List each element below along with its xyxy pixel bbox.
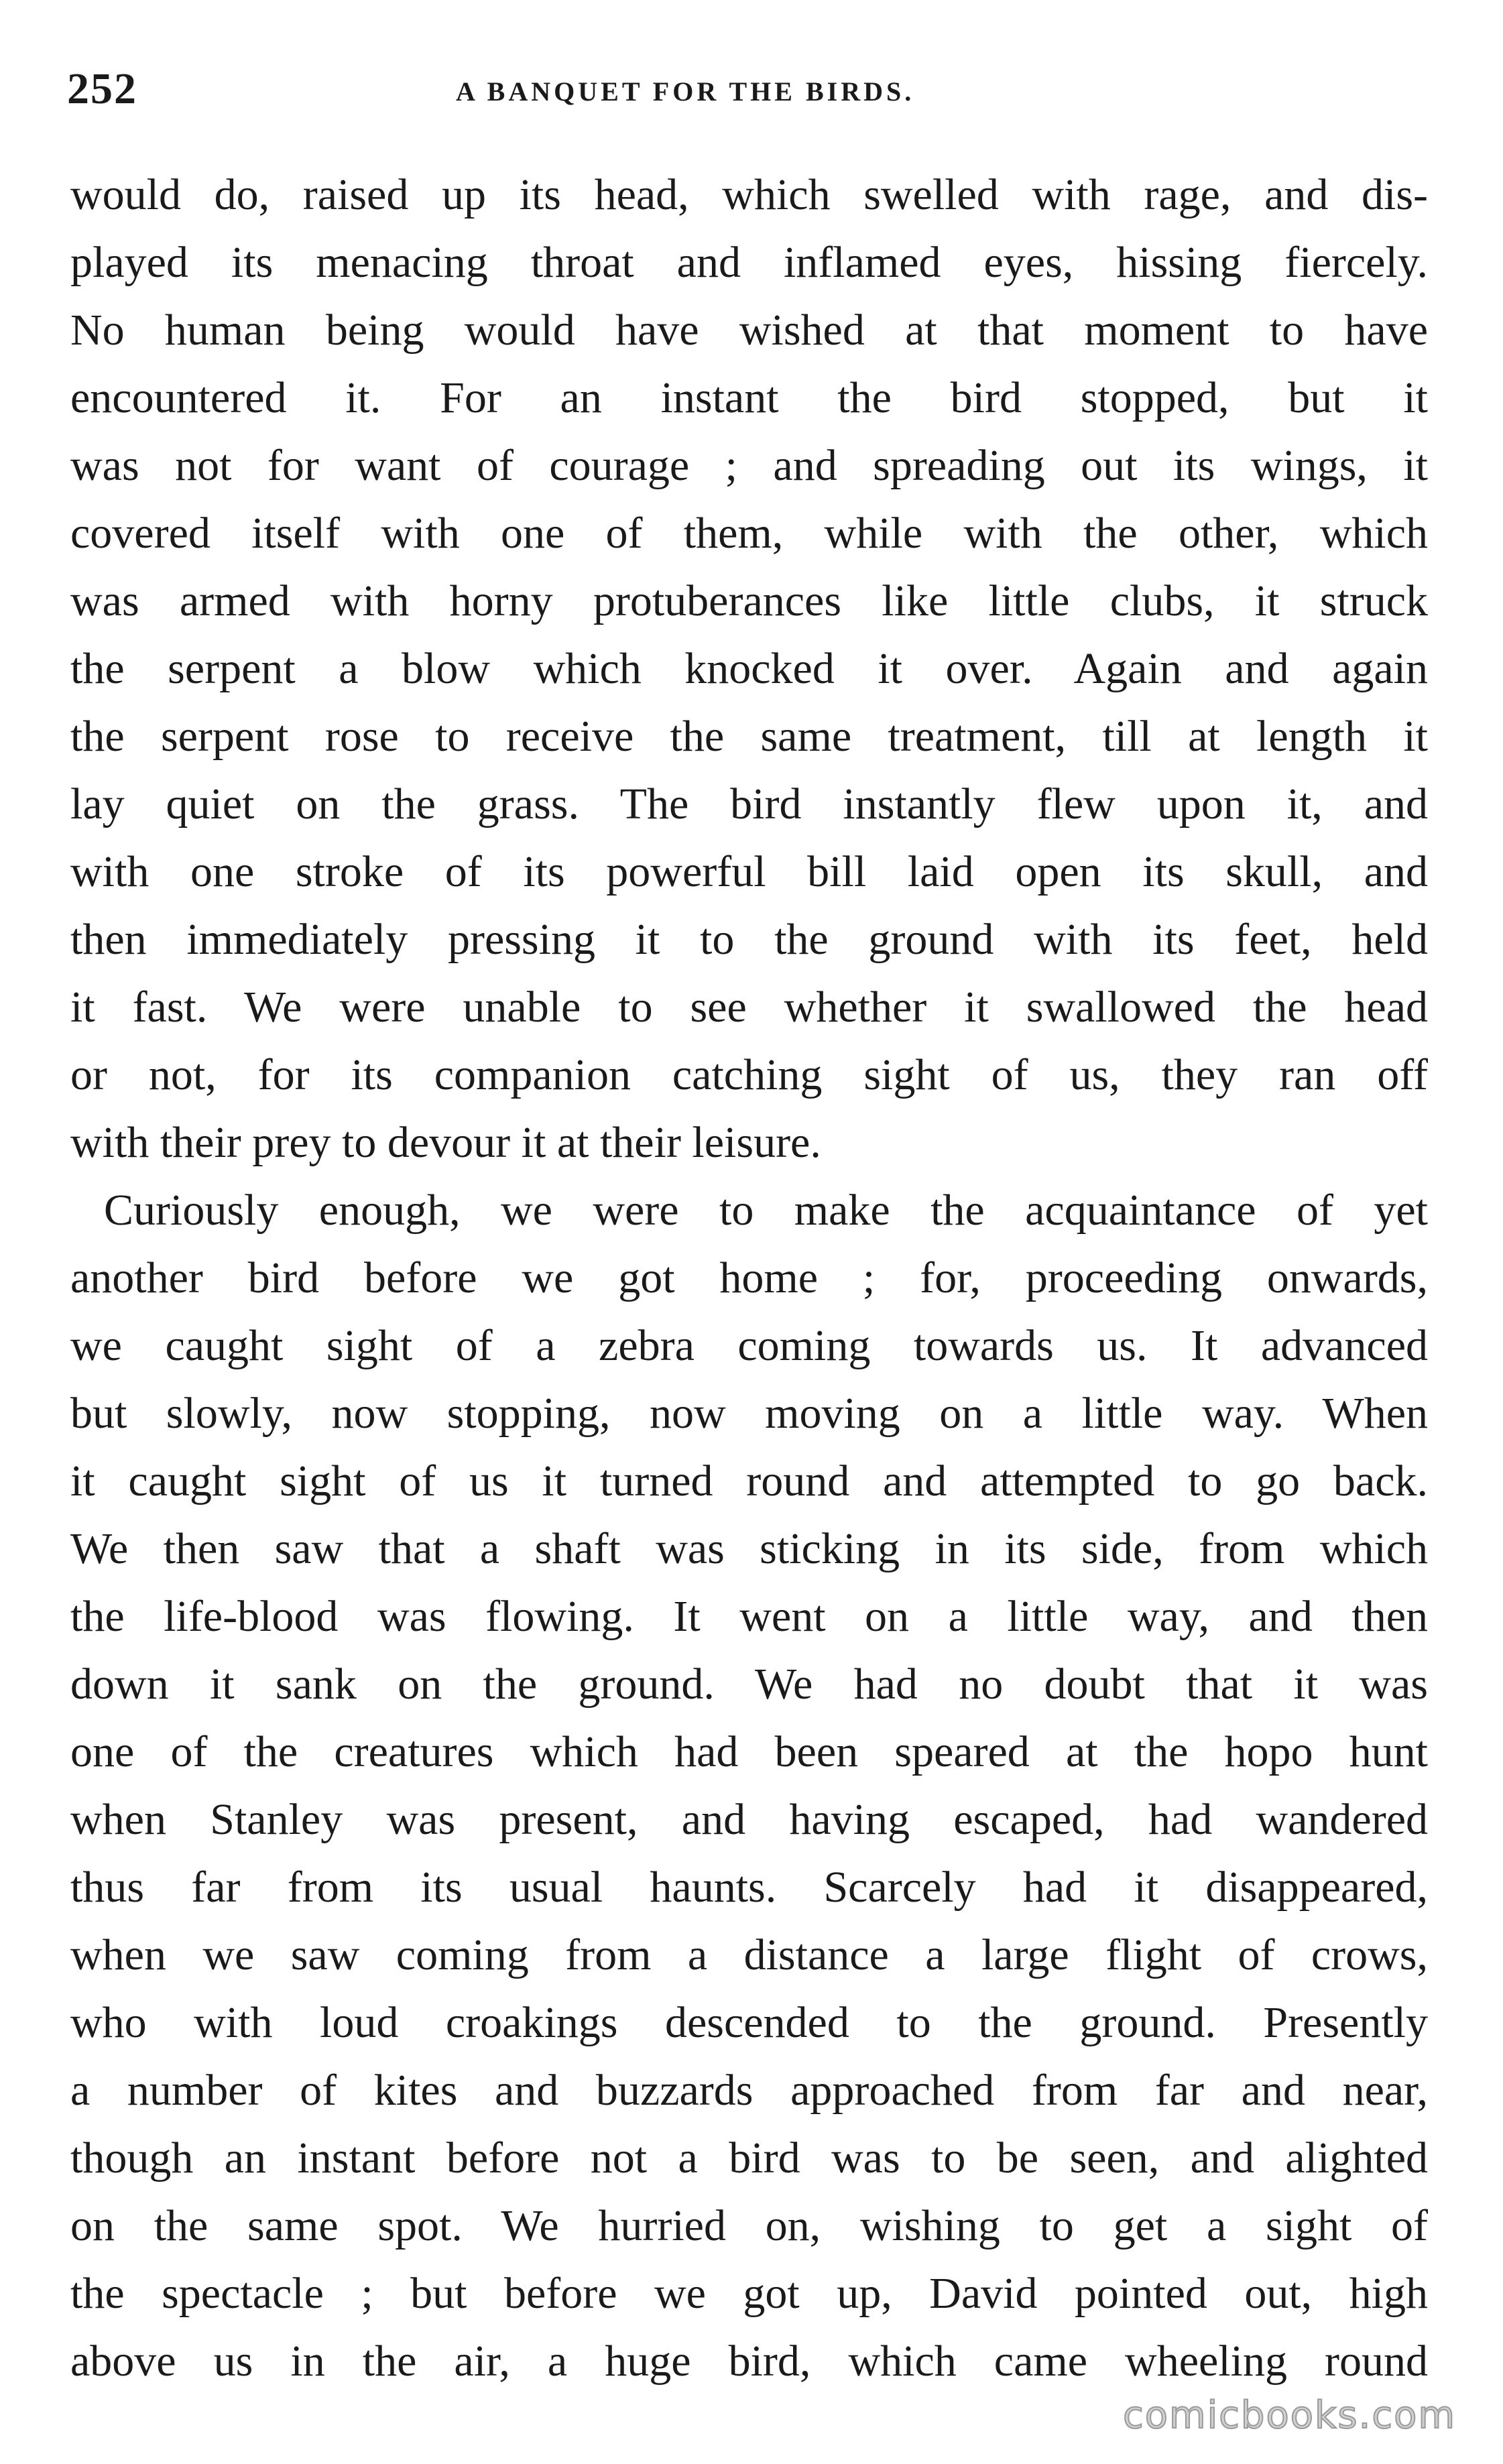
text-line: we caught sight of a zebra coming towards us. It advanced xyxy=(70,1321,1428,1370)
text-line: it fast. We were unable to see whether it swallowed the head xyxy=(70,983,1428,1032)
text-line: when we saw coming from a distance a large flight of crows, xyxy=(70,1930,1428,1979)
text-line: or not, for its companion catching sight of us, they ran off xyxy=(70,1050,1428,1099)
text-line: with one stroke of its powerful bill laid open its skull, and xyxy=(70,847,1428,896)
text-line: it caught sight of us it turned round and attempted to go back. xyxy=(70,1457,1428,1505)
text-line: with their prey to devour it at their leisure. xyxy=(70,1118,821,1167)
text-line: down it sank on the ground. We had no doubt that it was xyxy=(70,1660,1428,1709)
watermark: comicbooks.com xyxy=(1122,2394,1456,2437)
text-line: We then saw that a shaft was sticking in its side, from which xyxy=(70,1524,1428,1573)
paragraph xyxy=(70,161,1428,1176)
text-line: the life-blood was flowing. It went on a little way, and then xyxy=(70,1592,1428,1641)
text-line: one of the creatures which had been speared at the hopo hunt xyxy=(70,1727,1428,1776)
text-line: lay quiet on the grass. The bird instantly flew upon it, and xyxy=(70,780,1428,828)
text-line: played its menacing throat and inflamed eyes, hissing fiercely. xyxy=(70,238,1428,287)
paragraph xyxy=(70,1176,1428,2395)
text-line: when Stanley was present, and having escaped, had wandered xyxy=(70,1795,1428,1844)
text-line: above us in the air, a huge bird, which came wheeling round xyxy=(70,2337,1428,2386)
text-line: was not for want of courage ; and spreading out its wings, it xyxy=(70,441,1428,490)
text-line: would do, raised up its head, which swelled with rage, and dis- xyxy=(70,170,1428,219)
text-line: but slowly, now stopping, now moving on a little way. When xyxy=(70,1389,1428,1438)
page-header xyxy=(67,64,1435,124)
text-line: then immediately pressing it to the ground with its feet, held xyxy=(70,915,1428,964)
text-line: No human being would have wished at that moment to have xyxy=(70,306,1428,355)
text-line: a number of kites and buzzards approached from far and near, xyxy=(70,2066,1428,2115)
text-line: the serpent rose to receive the same treatment, till at length it xyxy=(70,712,1428,761)
text-line: who with loud croakings descended to the ground. Presently xyxy=(70,1998,1428,2047)
text-line: another bird before we got home ; for, proceeding onwards, xyxy=(70,1253,1428,1302)
text-line: thus far from its usual haunts. Scarcely had it disappeared, xyxy=(70,1863,1428,1912)
text-line: the spectacle ; but before we got up, David pointed out, high xyxy=(70,2269,1428,2318)
text-line: covered itself with one of them, while with the other, which xyxy=(70,509,1428,558)
text-line: encountered it. For an instant the bird stopped, but it xyxy=(70,373,1428,422)
text-line: though an instant before not a bird was to be seen, and alighted xyxy=(70,2134,1428,2182)
text-line: was armed with horny protuberances like little clubs, it struck xyxy=(70,576,1428,625)
text-line: the serpent a blow which knocked it over. Again and again xyxy=(70,644,1428,693)
text-line: Curiously enough, we were to make the acquaintance of yet xyxy=(104,1186,1428,1235)
page-number: 252 xyxy=(67,64,137,113)
body-text xyxy=(70,161,1428,2395)
running-title: A BANQUET FOR THE BIRDS. xyxy=(456,76,915,107)
text-line: on the same spot. We hurried on, wishing to get a sight of xyxy=(70,2201,1428,2250)
